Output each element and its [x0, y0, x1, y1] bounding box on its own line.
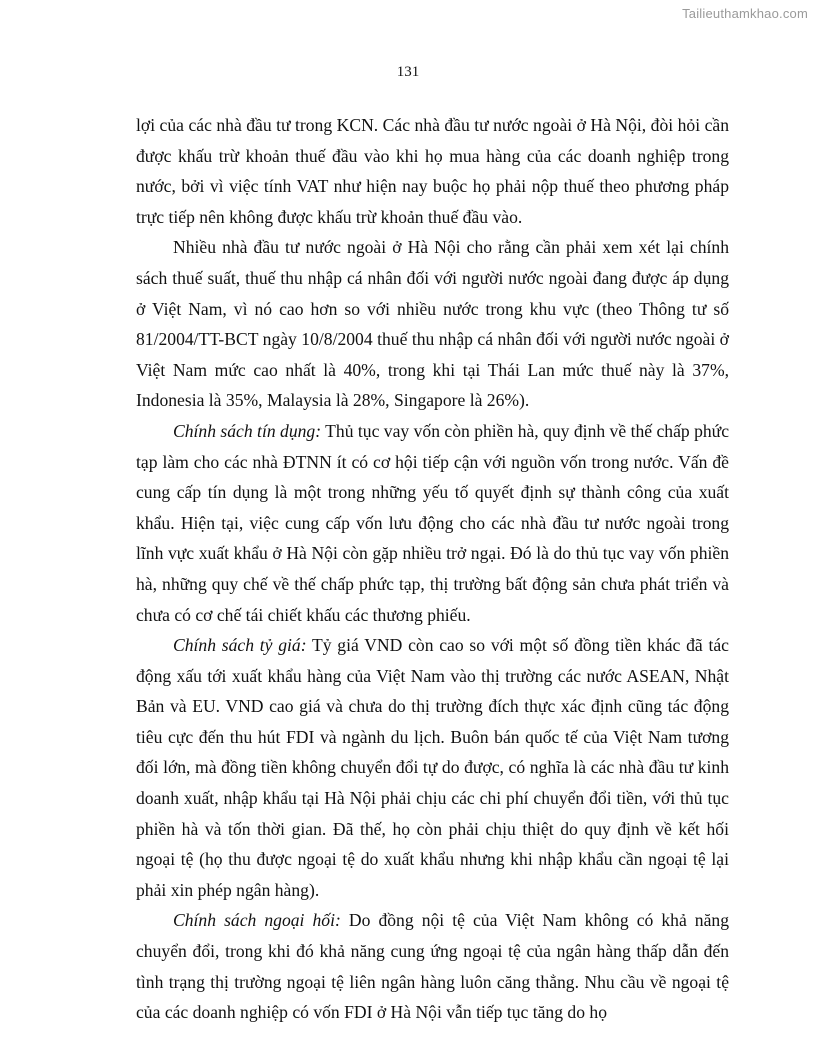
- paragraph-text: lợi của các nhà đầu tư trong KCN. Các nhà đầu tư nước ngoài ở Hà Nội, đòi hỏi cần được khấu trừ khoản thuế đầu vào khi họ mua hàng của các doanh nghiệp trong nước, bởi vì việc tính VAT như hiện nay buộc họ phải nộp thuế theo phương pháp trực tiếp nên không được khấu trừ khoản thuế đầu vào.: [136, 115, 729, 227]
- paragraph-text: Tỷ giá VND còn cao so với một số đồng tiền khác đã tác động xấu tới xuất khẩu hàng của Việt Nam vào thị trường các nước ASEAN, Nhật Bản và EU. VND cao giá và chưa do thị trường đích thực xác định cũng tác động tiêu cực đến thu hút FDI và ngành du lịch. Buôn bán quốc tế của Việt Nam tương đối lớn, mà đồng tiền không chuyển đổi tự do được, có nghĩa là các nhà đầu tư kinh doanh xuất, nhập khẩu tại Hà Nội phải chịu các chi phí chuyển đổi tiền, với thủ tục phiền hà và tốn thời gian. Đã thế, họ còn phải chịu thiệt do quy định về kết hối ngoại tệ (họ thu được ngoại tệ do xuất khẩu nhưng khi nhập khẩu cần ngoại tệ lại phải xin phép ngân hàng).: [136, 635, 729, 900]
- paragraph-title: Chính sách ngoại hối:: [173, 910, 341, 931]
- paragraph-text: Thủ tục vay vốn còn phiền hà, quy định về thế chấp phức tạp làm cho các nhà ĐTNN ít có cơ hội tiếp cận với nguồn vốn trong nước. Vấn đề cung cấp tín dụng là một trong những yếu tố quyết định sự thành công của xuất khẩu. Hiện tại, việc cung cấp vốn lưu động cho các nhà đầu tư nước ngoài trong lĩnh vực xuất khẩu ở Hà Nội còn gặp nhiều trở ngại. Đó là do thủ tục vay vốn phiền hà, những quy chế về thế chấp phức tạp, thị trường bất động sản chưa phát triển và chưa có cơ chế tái chiết khấu các thương phiếu.: [136, 420, 730, 625]
- paragraph-foreign-exchange-policy: [136, 905, 729, 1027]
- paragraph-text: Nhiều nhà đầu tư nước ngoài ở Hà Nội cho rằng cần phải xem xét lại chính sách thuế suất, thuế thu nhập cá nhân đối với người nước ngoài đang được áp dụng ở Việt Nam, vì nó cao hơn so với nhiều nước trong khu vực (theo Thông tư số 81/2004/TT-BCT ngày 10/8/2004 thuế thu nhập cá nhân đối với người nước ngoài ở Việt Nam mức cao nhất là 40%, trong khi tại Thái Lan mức thuế này là 37%, Indonesia là 35%, Malaysia là 28%, Singapore là 26%).: [136, 237, 729, 411]
- page-number: 131: [396, 64, 420, 80]
- paragraph-personal-income-tax: [136, 232, 729, 416]
- paragraph-title: Chính sách tỷ giá:: [173, 635, 307, 656]
- paragraph-investor-tax-deduction: [136, 110, 729, 232]
- paragraph-credit-policy: [136, 416, 729, 630]
- document-body: [136, 110, 729, 1028]
- paragraph-text: Do đồng nội tệ của Việt Nam không có khả năng chuyển đổi, trong khi đó khả năng cung ứng ngoại tệ của ngân hàng thấp dẫn đến tình trạng thị trường ngoại tệ liên ngân hàng luôn căng thẳng. Nhu cầu về ngoại tệ của các doanh nghiệp có vốn FDI ở Hà Nội vẫn tiếp tục tăng do họ: [136, 910, 730, 1023]
- paragraph-title: Chính sách tín dụng:: [173, 420, 322, 441]
- watermark-text: Tailieuthamkhao.com: [682, 6, 808, 21]
- paragraph-exchange-rate-policy: [136, 630, 729, 905]
